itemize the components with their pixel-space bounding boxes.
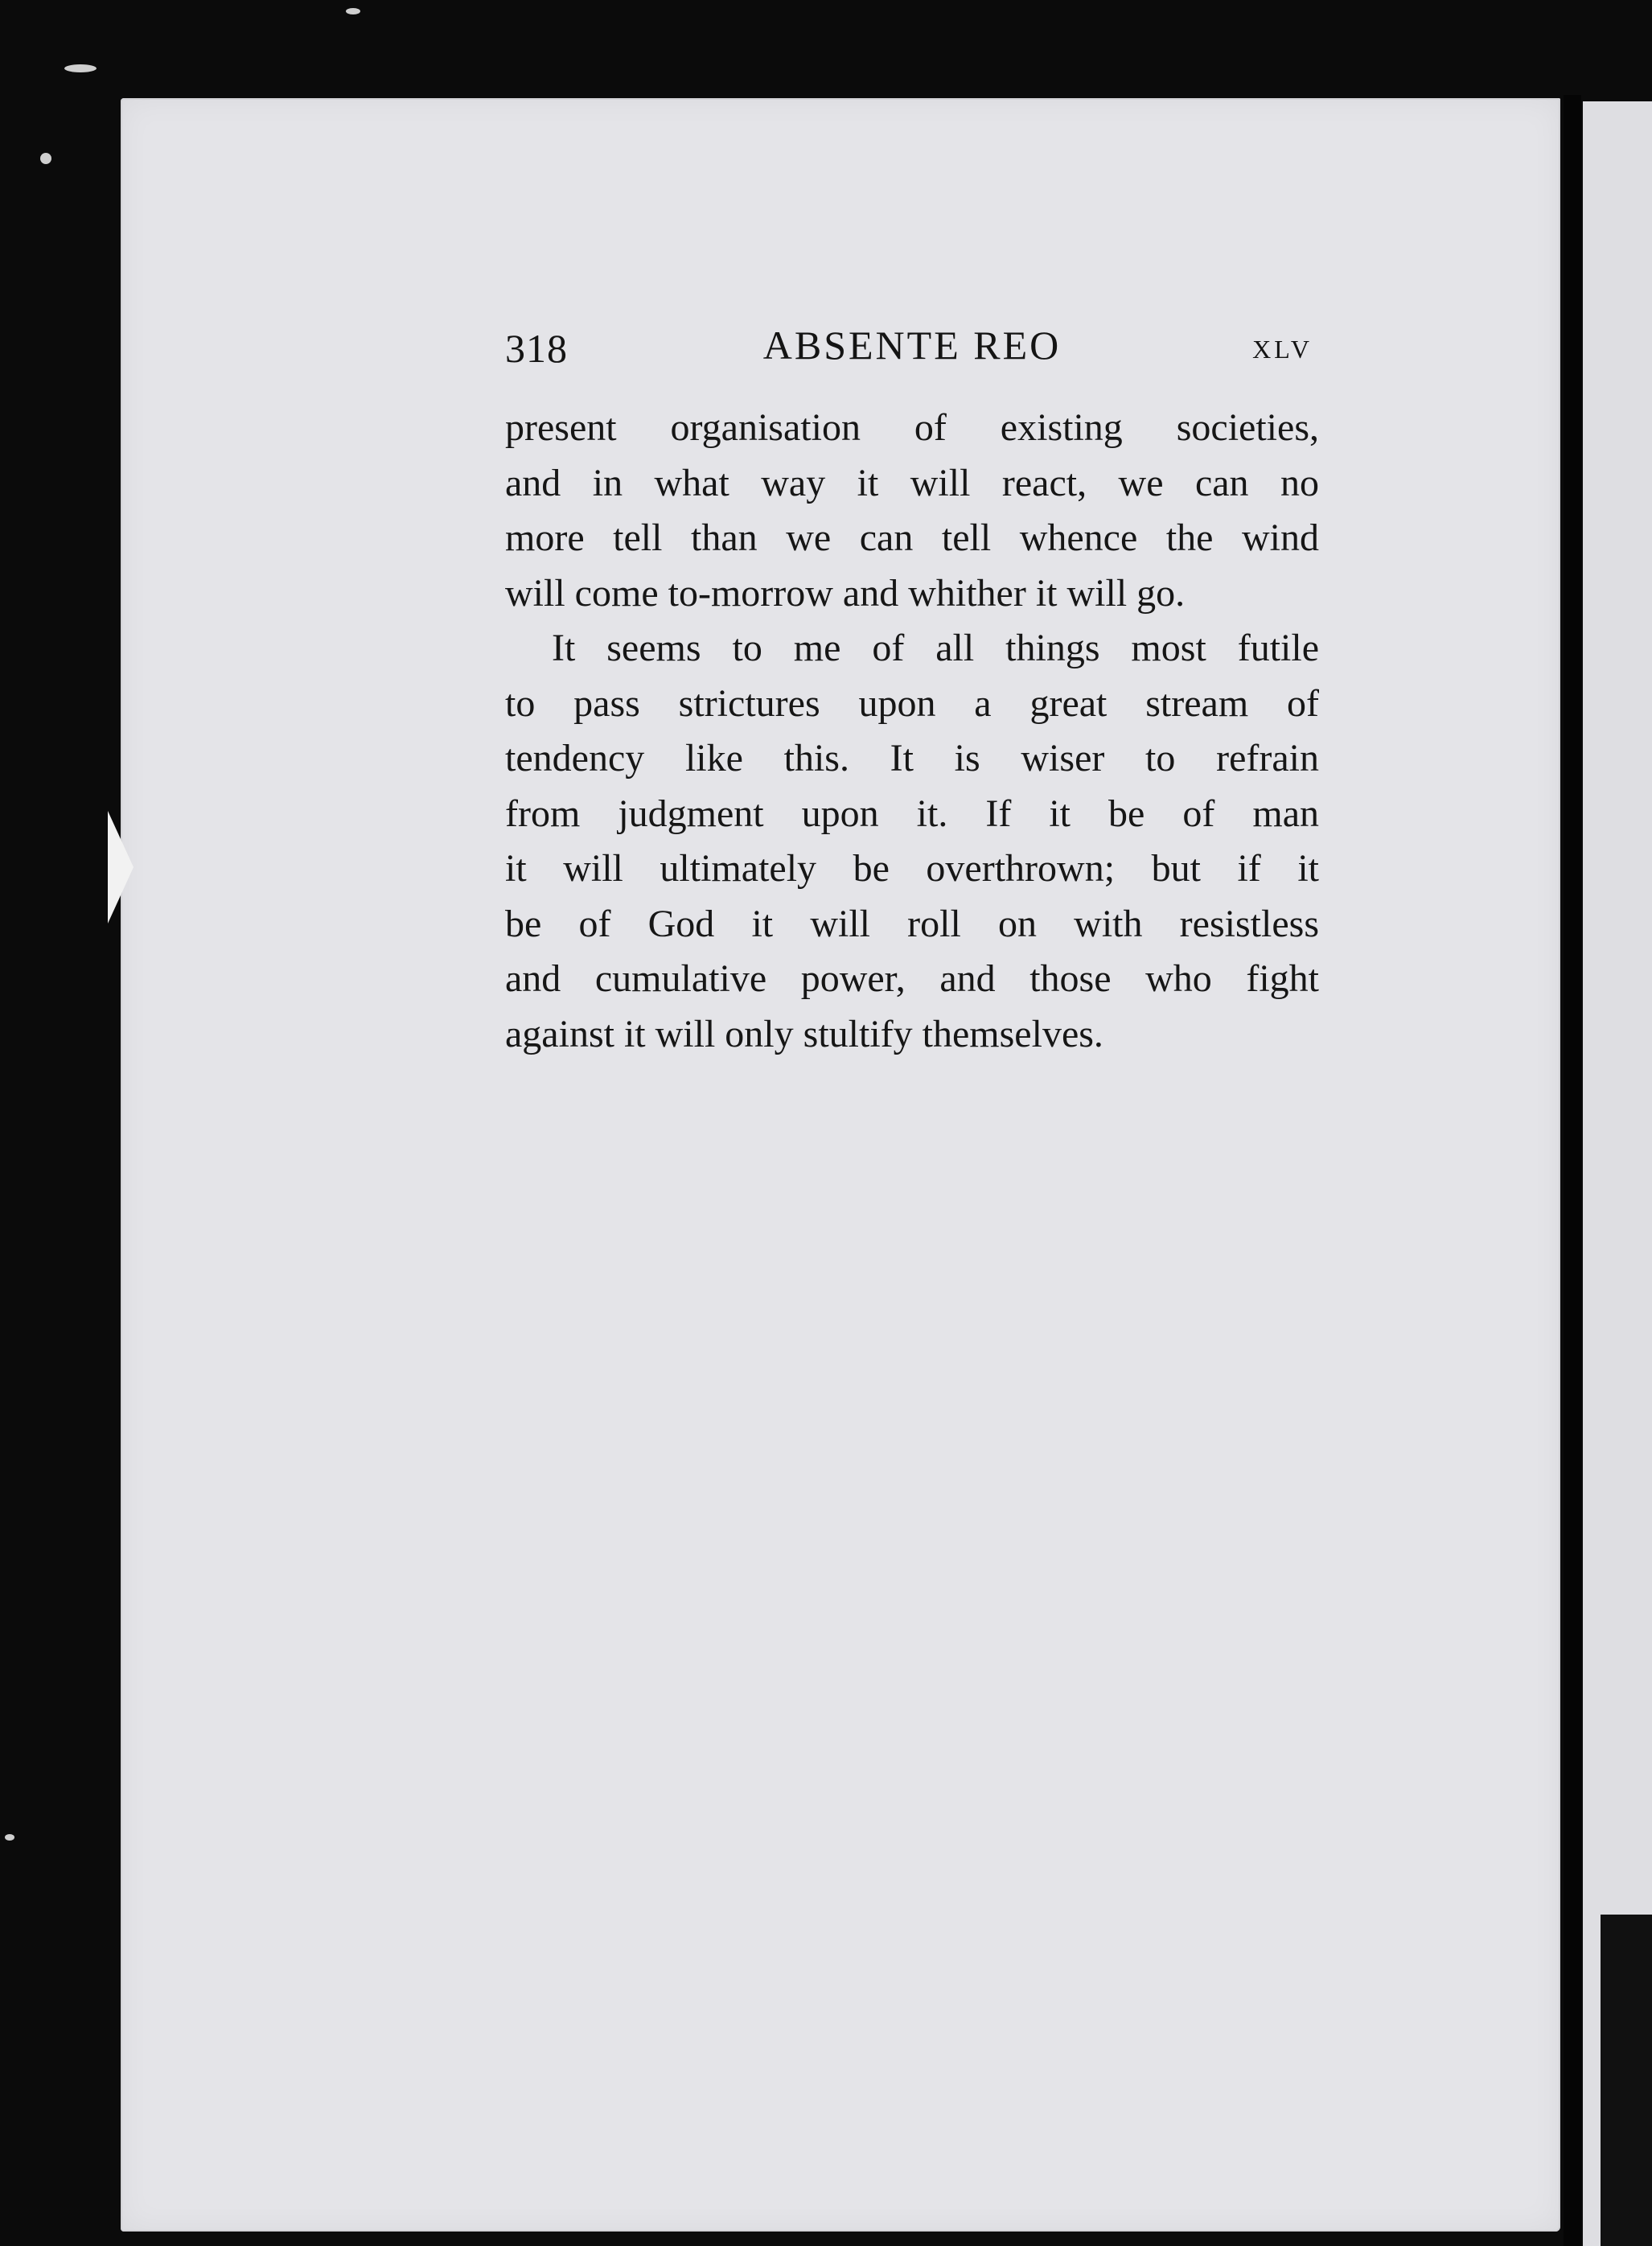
text-line: present organisation of existing societies, bbox=[505, 406, 1319, 449]
chapter-number: XLV bbox=[1252, 335, 1313, 364]
text-line: and in what way it will react, we can no bbox=[505, 461, 1319, 504]
dust-speck bbox=[64, 64, 97, 72]
page-number: 318 bbox=[505, 326, 568, 371]
dust-speck bbox=[40, 153, 51, 164]
binding-shadow bbox=[1564, 95, 1581, 2246]
text-line: more tell than we can tell whence the wind bbox=[505, 516, 1319, 559]
text-line: It seems to me of all things most futile bbox=[552, 627, 1319, 669]
text-line: from judgment upon it. If it be of man bbox=[505, 792, 1319, 835]
text-line: to pass strictures upon a great stream of bbox=[505, 681, 1319, 725]
page-tear-mark bbox=[108, 811, 134, 923]
dust-speck bbox=[346, 8, 360, 14]
text-line: it will ultimately be overthrown; but if it bbox=[505, 847, 1319, 890]
dust-speck bbox=[5, 1834, 14, 1841]
running-title: ABSENTE REO bbox=[762, 323, 1062, 368]
text-line: and cumulative power, and those who fight bbox=[505, 957, 1319, 1000]
text-line: be of God it will roll on with resistless bbox=[505, 902, 1319, 945]
text-line: will come to-morrow and whither it will go. bbox=[505, 571, 1186, 615]
body-text bbox=[505, 401, 1319, 1062]
facing-page-corner-shadow bbox=[1601, 1915, 1652, 2246]
text-line: against it will only stultify themselves. bbox=[505, 1012, 1103, 1055]
page-header bbox=[505, 322, 1319, 378]
text-line: tendency like this. It is wiser to refrain bbox=[505, 737, 1319, 780]
